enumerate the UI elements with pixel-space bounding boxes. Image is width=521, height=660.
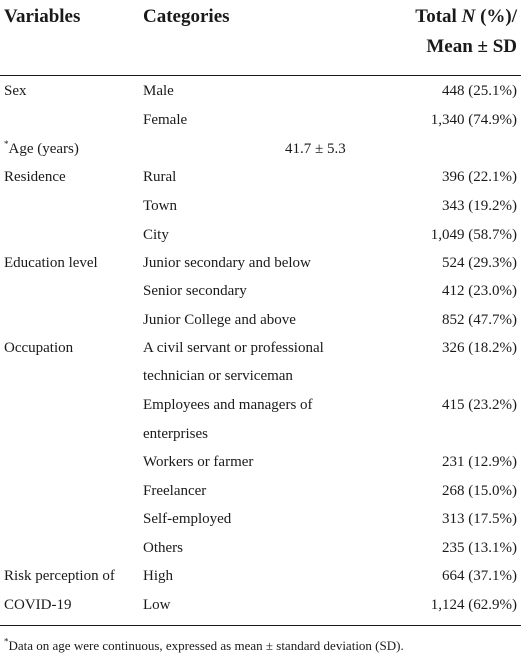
val-town: 343 (19.2%) (442, 198, 517, 214)
row-label-residence: Residence (4, 169, 66, 185)
bottom-rule (0, 625, 521, 626)
cat-junior-college: Junior College and above (143, 312, 296, 328)
table-footnote: *Data on age were continuous, expressed as mean ± standard deviation (SD). (4, 636, 404, 653)
cat-junior-secondary: Junior secondary and below (143, 255, 311, 271)
row-label-risk-line2: COVID-19 (4, 597, 72, 613)
val-employees: 415 (23.2%) (442, 397, 517, 413)
val-civil-servant: 326 (18.2%) (442, 340, 517, 356)
cat-rural: Rural (143, 169, 177, 185)
cat-others: Others (143, 540, 183, 556)
header-categories: Categories (143, 6, 230, 27)
cat-employees-line2: enterprises (143, 426, 208, 442)
row-label-age: *Age (years) (4, 139, 79, 157)
val-junior-secondary: 524 (29.3%) (442, 255, 517, 271)
val-others: 235 (13.1%) (442, 540, 517, 556)
row-label-risk-line1: Risk perception of (4, 568, 115, 584)
header-mean-sd: Mean ± SD (426, 36, 517, 57)
val-low: 1,124 (62.9%) (430, 597, 517, 613)
header-variables: Variables (4, 6, 81, 27)
cat-high: High (143, 568, 173, 584)
row-label-occupation: Occupation (4, 340, 74, 356)
cat-male: Male (143, 83, 174, 99)
cat-freelancer: Freelancer (143, 483, 207, 499)
row-label-sex: Sex (4, 83, 27, 99)
val-female: 1,340 (74.9%) (430, 112, 517, 128)
cat-self-employed: Self-employed (143, 511, 232, 527)
cat-low: Low (143, 597, 171, 613)
cat-town: Town (143, 198, 177, 214)
val-senior-secondary: 412 (23.0%) (442, 283, 517, 299)
val-junior-college: 852 (47.7%) (442, 312, 517, 328)
header-rule (0, 75, 521, 76)
cat-female: Female (143, 112, 188, 128)
row-label-education: Education level (4, 255, 98, 271)
val-age: 41.7 ± 5.3 (285, 141, 346, 157)
val-self-employed: 313 (17.5%) (442, 511, 517, 527)
header-total: Total N (%)/ (415, 6, 517, 27)
val-high: 664 (37.1%) (442, 568, 517, 584)
cat-civil-servant-line2: technician or serviceman (143, 368, 293, 384)
cat-workers: Workers or farmer (143, 454, 254, 470)
cat-senior-secondary: Senior secondary (143, 283, 247, 299)
cat-city: City (143, 227, 169, 243)
val-city: 1,049 (58.7%) (430, 227, 517, 243)
val-freelancer: 268 (15.0%) (442, 483, 517, 499)
val-workers: 231 (12.9%) (442, 454, 517, 470)
val-male: 448 (25.1%) (442, 83, 517, 99)
cat-employees-line1: Employees and managers of (143, 397, 313, 413)
cat-civil-servant-line1: A civil servant or professional (143, 340, 324, 356)
val-rural: 396 (22.1%) (442, 169, 517, 185)
